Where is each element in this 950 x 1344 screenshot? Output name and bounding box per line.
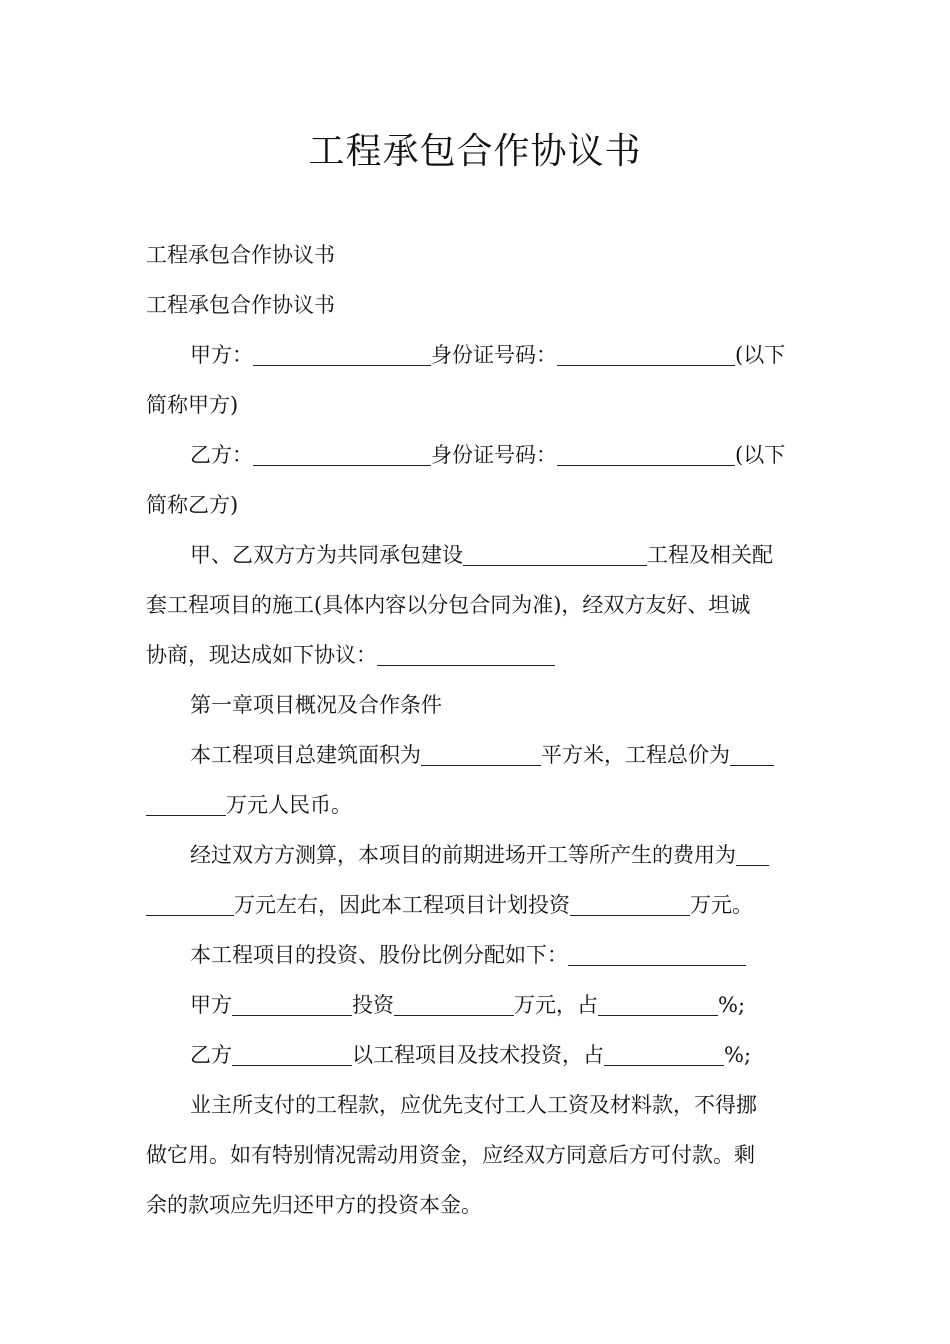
party-b-id-label: 身份证号码： [431,443,557,467]
cost-blank-a [736,841,769,866]
party-a-name-blank [253,341,431,366]
area-part-3: 万元人民币。 [226,793,352,817]
party-b-line [146,430,808,480]
party-a-suffix-cont: 简称甲方) [146,393,239,417]
ratio-a-pct: %; [718,993,746,1017]
ratio-b-invest: 以工程项目及技术投资，占 [352,1043,604,1067]
intro-part-2: 工程及相关配 [647,543,773,567]
agreement-blank [377,641,555,666]
ratio-b-pct-blank [604,1041,724,1066]
intro-line-3-text: 协商，现达成如下协议： [146,643,377,667]
total-price-blank-a [730,741,774,766]
ratio-a-line [146,980,808,1030]
ratio-a-pct-blank [598,991,718,1016]
payment-line-2: 做它用。如有特别情况需动用资金，应经双方同意后方可付款。剩 [146,1143,755,1167]
payment-line-3: 余的款项应先归还甲方的投资本金。 [146,1193,482,1217]
intro-line-2: 套工程项目的施工(具体内容以分包合同为准)，经双方友好、坦诚 [146,593,751,617]
cost-part-2: 万元左右，因此本工程项目计划投资 [234,893,570,917]
party-a-id-label: 身份证号码： [431,343,557,367]
intro-line-1 [146,530,808,580]
total-price-blank-b [146,791,226,816]
party-a-suffix: (以下 [735,343,786,367]
party-b-suffix: (以下 [735,443,786,467]
party-b-name-blank [253,441,431,466]
ratio-intro-line [146,930,808,980]
party-b-label: 乙方： [190,443,253,467]
party-b-suffix-cont: 简称乙方) [146,493,239,517]
ratio-intro-text: 本工程项目的投资、股份比例分配如下： [190,943,568,967]
ratio-b-label: 乙方 [190,1043,232,1067]
ratio-a-unit: 万元，占 [514,993,598,1017]
party-a-id-blank [557,341,735,366]
ratio-a-invest: 投资 [352,993,394,1017]
ratio-b-pct: %; [724,1043,752,1067]
party-a-line [146,330,808,380]
area-part-1: 本工程项目总建筑面积为 [190,743,421,767]
project-name-blank [463,541,647,566]
cost-part-1: 经过双方方测算，本项目的前期进场开工等所产生的费用为 [190,843,736,867]
area-line-2 [146,780,808,830]
chapter-1-heading: 第一章项目概况及合作条件 [190,693,442,717]
subtitle-line-2: 工程承包合作协议书 [146,293,335,317]
party-b-id-blank [557,441,735,466]
payment-line-1: 业主所支付的工程款，应优先支付工人工资及材料款，不得挪 [190,1093,757,1117]
document-body [146,230,808,1230]
ratio-b-name-blank [232,1041,352,1066]
area-part-2: 平方米，工程总价为 [541,743,730,767]
cost-blank-b [146,891,234,916]
ratio-blank [568,941,746,966]
party-a-label: 甲方： [190,343,253,367]
ratio-a-amount-blank [394,991,514,1016]
subtitle-line-1: 工程承包合作协议书 [146,243,335,267]
ratio-a-name-blank [232,991,352,1016]
cost-line-1 [146,830,808,880]
cost-part-3: 万元。 [690,893,753,917]
ratio-a-label: 甲方 [190,993,232,1017]
area-blank [421,741,541,766]
intro-part-1: 甲、乙双方方为共同承包建设 [190,543,463,567]
area-line-1 [146,730,808,780]
document-title: 工程承包合作协议书 [308,131,642,172]
intro-line-3 [146,630,808,680]
cost-line-2 [146,880,808,930]
investment-blank [570,891,690,916]
ratio-b-line [146,1030,808,1080]
